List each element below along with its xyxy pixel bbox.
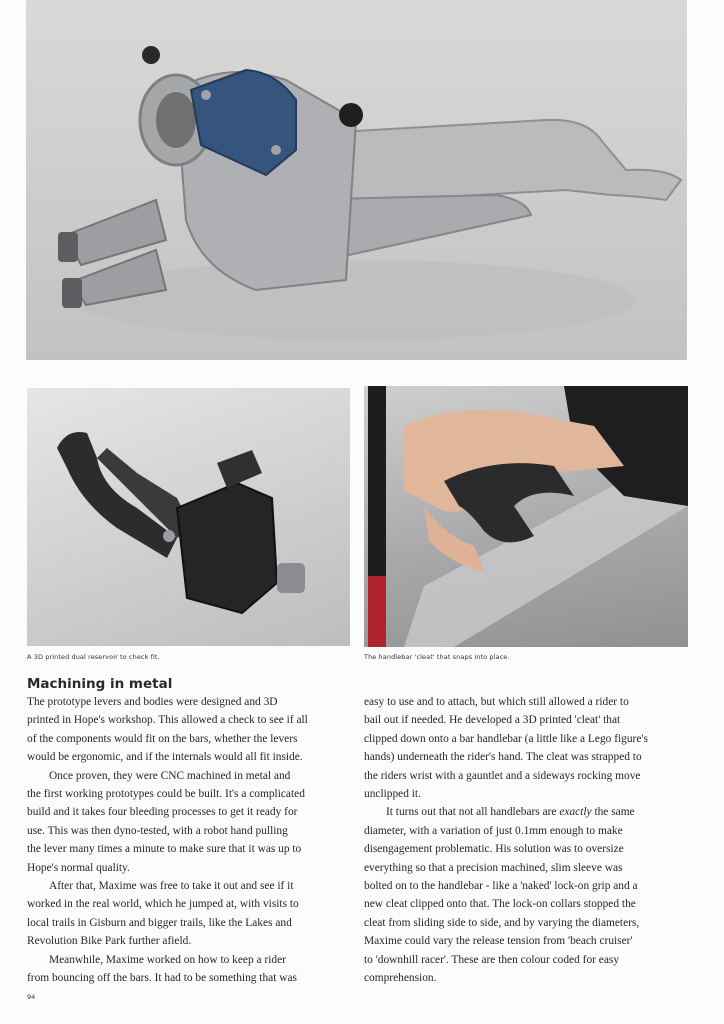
text-line: Once proven, they were CNC machined in metal and (49, 769, 291, 782)
photo-caption-left: A 3D printed dual reservoir to check fit. (27, 653, 160, 661)
paragraph (364, 693, 686, 803)
paragraph (27, 951, 353, 988)
text-line: disengagement problematic. His solution was to oversize (364, 843, 624, 856)
text-line: use. This was then dyno-tested, with a robot hand pulling (27, 824, 288, 837)
section-heading: Machining in metal (27, 676, 173, 692)
text-line: worked in the real world, which he jumped at, with visits to (27, 898, 299, 911)
text-line: bail out if needed. He developed a 3D printed 'cleat' that (364, 714, 621, 727)
brake-lever-photo (26, 0, 687, 360)
text-line: bolted on to the handlebar - like a 'naked' lock-on grip and a (364, 880, 638, 893)
text-line: After that, Maxime was free to take it out and see if it (49, 880, 294, 893)
text-line: Meanwhile, Maxime worked on how to keep a rider (49, 953, 286, 966)
printed-reservoir-photo (27, 388, 350, 646)
paragraph (27, 877, 353, 951)
text-line: the riders wrist with a gauntlet and a sideways rocking move (364, 769, 641, 782)
page-number: 94 (27, 993, 36, 1001)
text-line: build and it takes four bleeding processes to get it ready for (27, 806, 298, 819)
text-line: unclipped it. (364, 788, 421, 801)
text-line: of the components would fit on the bars, whether the levers (27, 732, 298, 745)
text-line: local trails in Gisburn and bigger trails, like the Lakes and (27, 916, 292, 929)
paragraph (27, 693, 353, 767)
text-line: hands) underneath the rider's hand. The cleat was strapped to (364, 751, 642, 764)
text-run: It turns out that not all handlebars are (386, 806, 560, 819)
text-line: printed in Hope's workshop. This allowed a check to see if all (27, 714, 308, 727)
paragraph (364, 803, 686, 987)
text-line: would be ergonomic, and if the internals would all fit inside. (27, 751, 303, 764)
paragraph (27, 767, 353, 877)
text-line: diameter, with a variation of just 0.1mm enough to make (364, 824, 623, 837)
article-column-left (27, 693, 353, 988)
text-line: new cleat clipped onto that. The lock-on collars stopped the (364, 898, 636, 911)
text-line: The prototype levers and bodies were designed and 3D (27, 696, 278, 708)
text-line: the lever many times a minute to make sure that it was up to (27, 843, 302, 856)
text-line: easy to use and to attach, but which still allowed a rider to (364, 696, 629, 708)
article-column-right (364, 693, 686, 988)
text-line: cleat from sliding side to side, and by varying the diameters, (364, 916, 640, 929)
text-line: from bouncing off the bars. It had to be something that was (27, 972, 297, 985)
photo-caption-right: The handlebar 'cleat' that snaps into place. (364, 653, 510, 661)
text-line: Maxime could vary the release tension from 'beach cruiser' (364, 935, 633, 948)
text-line: Revolution Bike Park further afield. (27, 935, 192, 948)
text-line: Hope's normal quality. (27, 861, 130, 874)
text-line: clipped down onto a bar handlebar (a little like a Lego figure's (364, 732, 648, 745)
text-line: everything so that a precision machined, slim sleeve was (364, 861, 623, 874)
text-line (364, 803, 686, 821)
emphasis-text: exactly (559, 806, 592, 819)
text-line: to 'downhill racer'. These are then colour coded for easy (364, 953, 620, 966)
text-run: the same (591, 806, 635, 819)
text-line: comprehension. (364, 972, 437, 985)
handlebar-cleat-photo (364, 386, 688, 647)
text-line: the first working prototypes could be built. It's a complicated (27, 788, 305, 801)
